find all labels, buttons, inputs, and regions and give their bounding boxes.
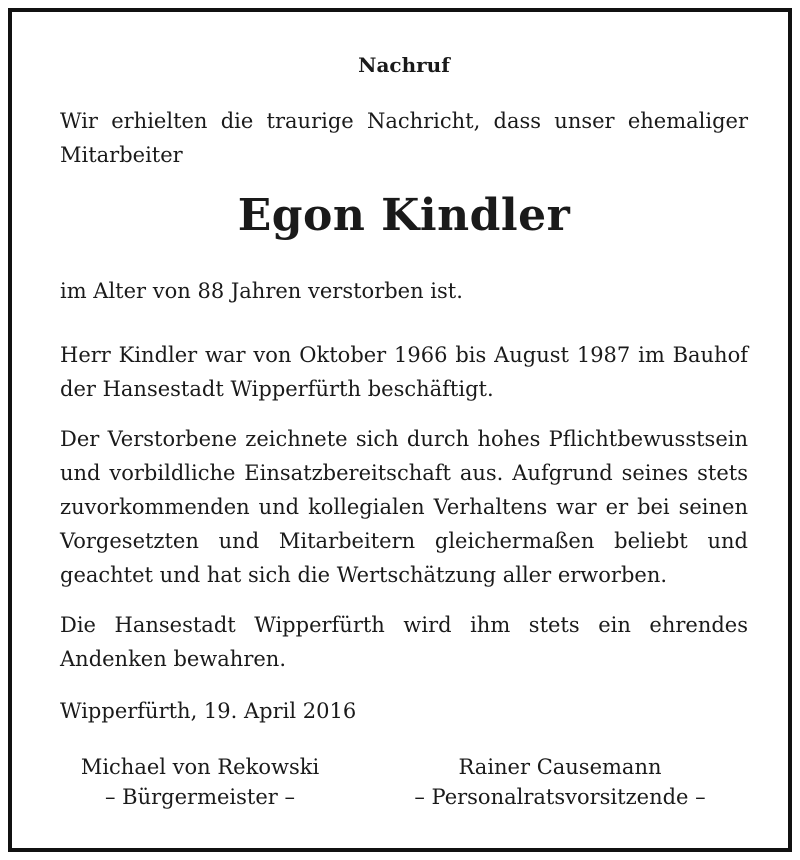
signature-title: – Personalratsvorsitzende – bbox=[414, 785, 706, 809]
signature-staff-council bbox=[410, 752, 710, 812]
age-paragraph: im Alter von 88 Jahren verstorben ist. bbox=[60, 279, 463, 303]
praise-paragraph: Der Verstorbene zeichnete sich durch hohes Pflichtbewusstsein und vorbildliche Einsatzbereitschaft aus. Aufgrund seines stets zuvorkommenden und kollegialen Verhaltens war er bei seinen Vorgesetzten und Mitarbeitern gleichermaßen beliebt und geachtet und hat sich die Wertschätzung aller erworben. bbox=[60, 427, 748, 587]
memory-paragraph: Die Hansestadt Wipperfürth wird ihm stets ein ehrendes Andenken bewahren. bbox=[60, 613, 748, 671]
signature-mayor bbox=[50, 752, 350, 812]
intro-paragraph: Wir erhielten die traurige Nachricht, dass unser ehemaliger Mitarbeiter bbox=[60, 109, 748, 167]
deceased-name: Egon Kindler bbox=[237, 190, 571, 241]
place-date: Wipperfürth, 19. April 2016 bbox=[60, 699, 357, 723]
signature-name: Michael von Rekowski bbox=[80, 755, 320, 779]
employment-paragraph: Herr Kindler war von Oktober 1966 bis August 1987 im Bauhof der Hansestadt Wipperfürth beschäftigt. bbox=[60, 343, 748, 401]
heading: Nachruf bbox=[358, 53, 450, 77]
signature-name: Rainer Causemann bbox=[458, 755, 662, 779]
obituary-frame bbox=[8, 8, 792, 852]
signature-title: – Bürgermeister – bbox=[105, 785, 295, 809]
